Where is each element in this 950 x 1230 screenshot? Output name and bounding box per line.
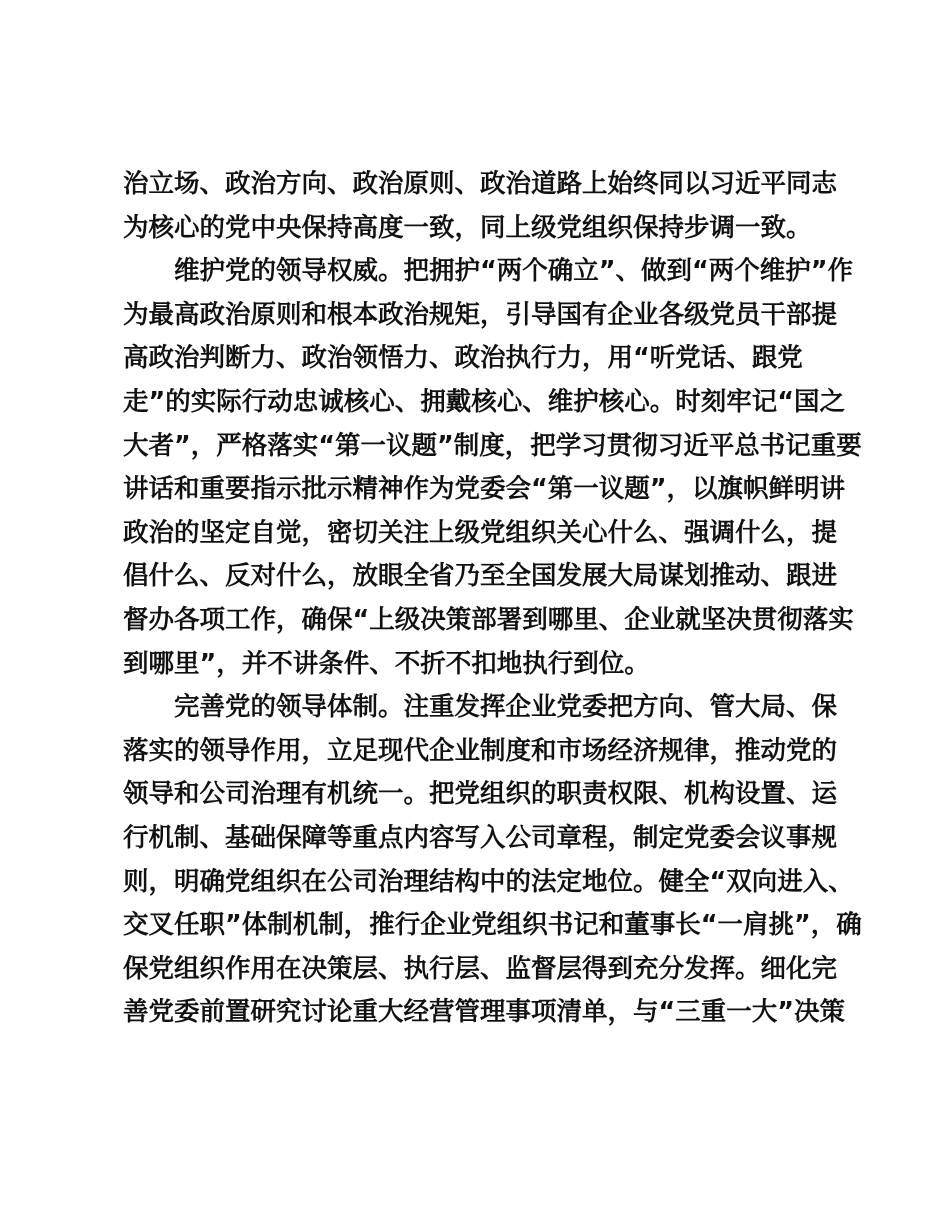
text-line: 交叉任职”体制机制，推行企业党组织书记和董事长“一肩挑”，确 [123, 910, 862, 941]
text-line: 高政治判断力、政治领悟力、政治执行力，用“听党话、跟党 [123, 343, 803, 374]
text-line: 善党委前置研究讨论重大经营管理事项清单，与“三重一大”决策 [123, 997, 846, 1028]
text-line: 为核心的党中央保持高度一致，同上级党组织保持步调一致。 [123, 212, 812, 243]
paragraph-start-line: 完善党的领导体制。注重发挥企业党委把方向、管大局、保 [174, 692, 838, 723]
text-line: 保党组织作用在决策层、执行层、监督层得到充分发挥。细化完 [123, 953, 838, 984]
text-line: 则，明确党组织在公司治理结构中的法定地位。健全“双向进入、 [123, 866, 854, 897]
text-line: 为最高政治原则和根本政治规矩，引导国有企业各级党员干部提 [123, 299, 838, 330]
text-line: 到哪里”，并不讲条件、不折不扣地执行到位。 [123, 648, 650, 679]
text-line: 政治的坚定自觉，密切关注上级党组织关心什么、强调什么，提 [123, 517, 838, 548]
body-text [123, 163, 862, 1035]
text-line: 讲话和重要指示批示精神作为党委会“第一议题”，以旗帜鲜明讲 [123, 474, 846, 505]
paragraph-start-line: 维护党的领导权威。把拥护“两个确立”、做到“两个维护”作 [174, 256, 854, 287]
text-line: 落实的领导作用，立足现代企业制度和市场经济规律，推动党的 [123, 735, 838, 766]
text-line: 倡什么、反对什么，放眼全省乃至全国发展大局谋划推动、跟进 [123, 561, 838, 592]
text-line: 走”的实际行动忠诚核心、拥戴核心、维护核心。时刻牢记“国之 [123, 386, 846, 417]
text-line: 大者”，严格落实“第一议题”制度，把学习贯彻习近平总书记重要 [123, 430, 862, 461]
text-line: 督办各项工作，确保“上级决策部署到哪里、企业就坚决贯彻落实 [123, 604, 854, 635]
text-line: 治立场、政治方向、政治原则、政治道路上始终同以习近平同志 [123, 169, 838, 199]
text-line: 行机制、基础保障等重点内容写入公司章程，制定党委会议事规 [123, 822, 838, 853]
text-line: 领导和公司治理有机统一。把党组织的职责权限、机构设置、运 [123, 779, 838, 810]
